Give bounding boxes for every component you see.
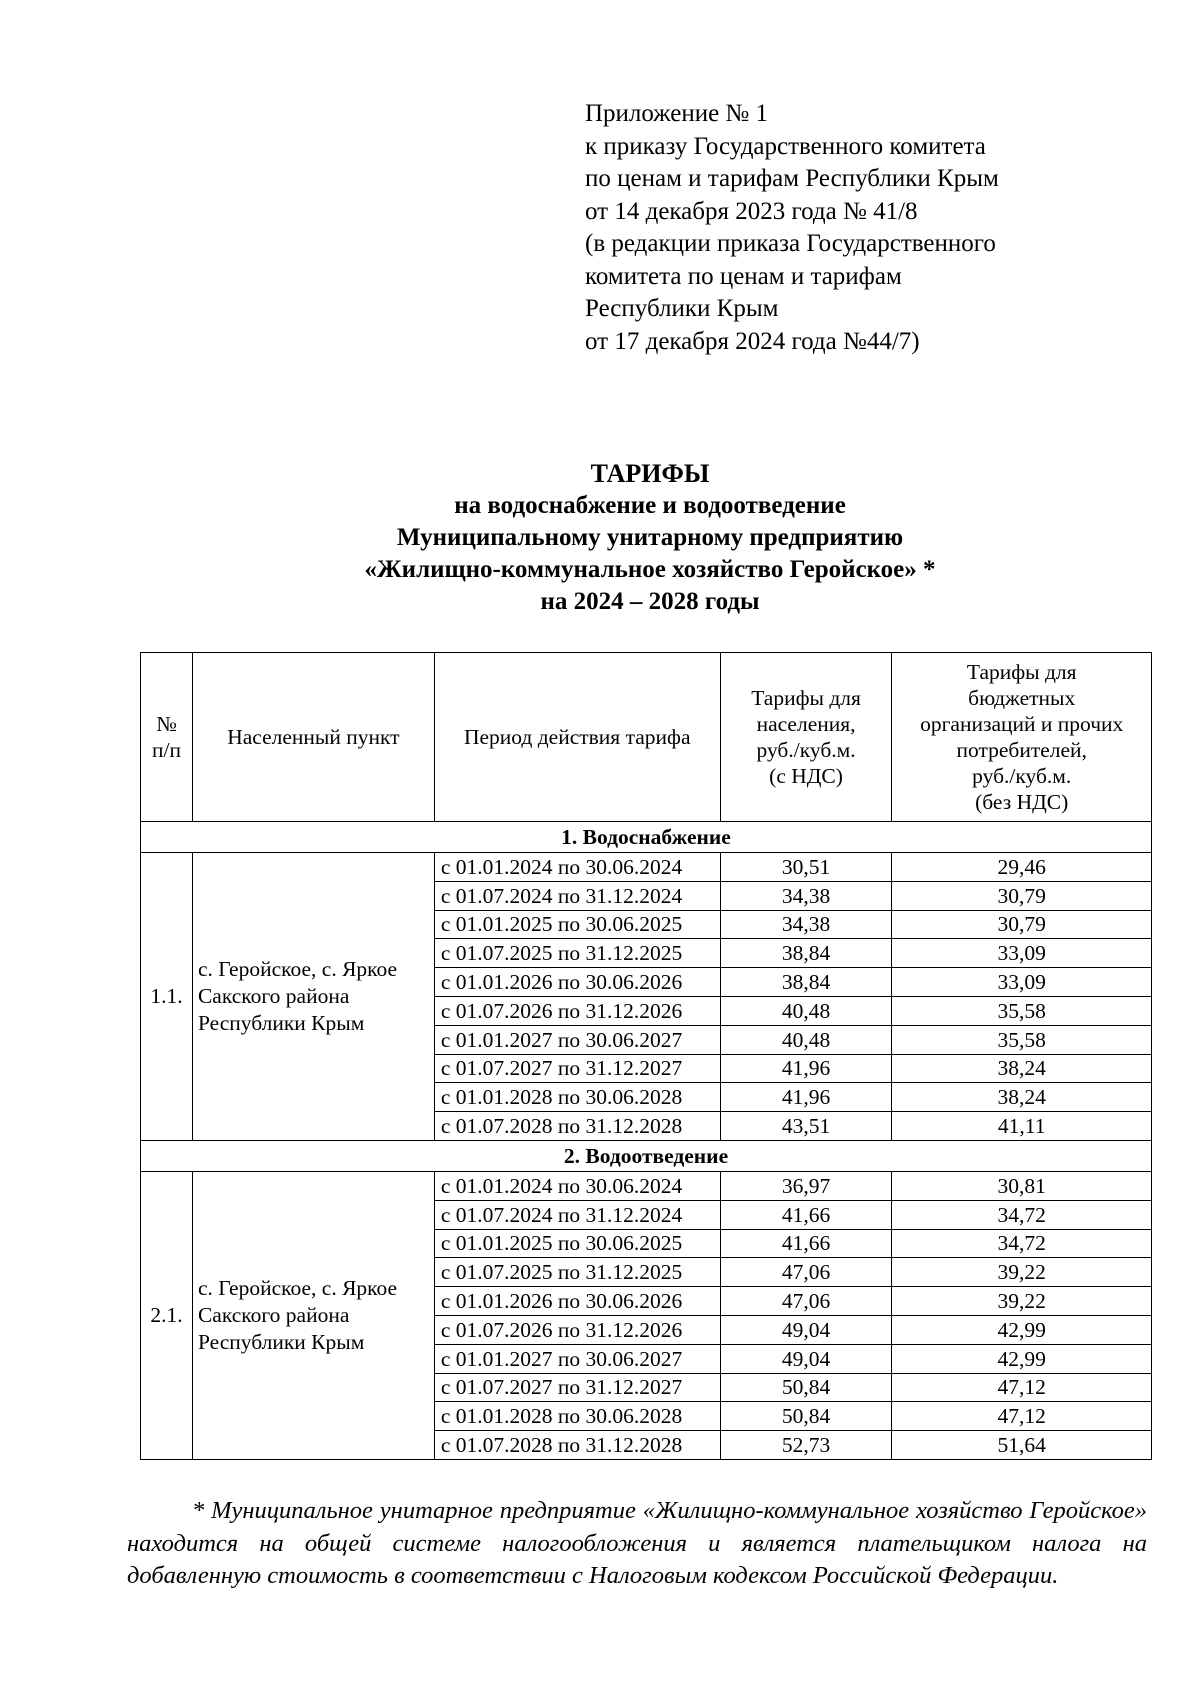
organization-tariff-cell: 39,22	[892, 1258, 1152, 1287]
organization-tariff-cell: 30,79	[892, 881, 1152, 910]
organization-tariff-cell: 41,11	[892, 1112, 1152, 1141]
table-row	[141, 1171, 1152, 1200]
population-tariff-cell: 50,84	[720, 1373, 892, 1402]
population-tariff-cell: 47,06	[720, 1287, 892, 1316]
settlement-line: Сакского района	[197, 1302, 350, 1327]
period-cell: с 01.01.2027 по 30.06.2027	[434, 1344, 720, 1373]
period-cell: с 01.07.2025 по 31.12.2025	[434, 939, 720, 968]
organization-tariff-cell: 30,79	[892, 910, 1152, 939]
period-cell: с 01.07.2027 по 31.12.2027	[434, 1054, 720, 1083]
organization-tariff-cell: 33,09	[892, 939, 1152, 968]
title-main: ТАРИФЫ	[590, 459, 710, 488]
period-cell: с 01.01.2025 по 30.06.2025	[434, 1229, 720, 1258]
period-cell: с 01.07.2028 по 31.12.2028	[434, 1431, 720, 1460]
organization-tariff-cell: 42,99	[892, 1344, 1152, 1373]
population-tariff-cell: 30,51	[720, 853, 892, 882]
settlement-cell	[192, 1171, 434, 1459]
section-title: 2. Водоотведение	[141, 1140, 1152, 1171]
footnote: * Муниципальное унитарное предприятие «Жилищно-коммунальное хозяйство Геройское» находится на общей системе налогообложения и является плательщиком налога на добавленную стоимость в соответствии с Налоговым кодексом Российской Федерации.	[127, 1497, 1147, 1589]
appendix-header	[585, 98, 999, 358]
header-num: № п/п	[141, 653, 193, 822]
organization-tariff-cell: 30,81	[892, 1171, 1152, 1200]
period-cell: с 01.01.2024 по 30.06.2024	[434, 853, 720, 882]
table-header-row	[141, 653, 1152, 822]
title-line: «Жилищно-коммунальное хозяйство Геройское» *	[364, 556, 936, 583]
organization-tariff-cell: 47,12	[892, 1373, 1152, 1402]
settlement-cell	[192, 853, 434, 1141]
settlement-line: Республики Крым	[197, 1329, 365, 1354]
population-tariff-cell: 38,84	[720, 968, 892, 997]
appendix-line: Приложение № 1	[585, 100, 769, 127]
period-cell: с 01.07.2027 по 31.12.2027	[434, 1373, 720, 1402]
settlement-line: с. Геройское, с. Яркое	[197, 1275, 398, 1300]
population-tariff-cell: 47,06	[720, 1258, 892, 1287]
organization-tariff-cell: 38,24	[892, 1054, 1152, 1083]
settlement-line: Республики Крым	[197, 1010, 365, 1035]
table-row	[141, 853, 1152, 882]
appendix-line: от 17 декабря 2024 года №44/7)	[585, 327, 920, 355]
settlement-line: с. Геройское, с. Яркое	[197, 956, 398, 981]
row-number: 2.1.	[141, 1171, 193, 1459]
population-tariff-cell: 40,48	[720, 996, 892, 1025]
organization-tariff-cell: 35,58	[892, 996, 1152, 1025]
section-title: 1. Водоснабжение	[141, 822, 1152, 853]
period-cell: с 01.01.2026 по 30.06.2026	[434, 1287, 720, 1316]
population-tariff-cell: 38,84	[720, 939, 892, 968]
population-tariff-cell: 52,73	[720, 1431, 892, 1460]
population-tariff-cell: 41,66	[720, 1200, 892, 1229]
population-tariff-cell: 41,96	[720, 1054, 892, 1083]
header-period: Период действия тарифа	[434, 653, 720, 822]
period-cell: с 01.01.2024 по 30.06.2024	[434, 1171, 720, 1200]
population-tariff-cell: 49,04	[720, 1315, 892, 1344]
period-cell: с 01.07.2028 по 31.12.2028	[434, 1112, 720, 1141]
population-tariff-cell: 36,97	[720, 1171, 892, 1200]
document-title	[140, 458, 1160, 618]
period-cell: с 01.01.2028 по 30.06.2028	[434, 1402, 720, 1431]
header-place: Населенный пункт	[192, 653, 434, 822]
population-tariff-cell: 49,04	[720, 1344, 892, 1373]
population-tariff-cell: 41,96	[720, 1083, 892, 1112]
period-cell: с 01.07.2025 по 31.12.2025	[434, 1258, 720, 1287]
organization-tariff-cell: 51,64	[892, 1431, 1152, 1460]
population-tariff-cell: 43,51	[720, 1112, 892, 1141]
appendix-line: комитета по ценам и тарифам	[585, 262, 902, 290]
title-line: на водоснабжение и водоотведение	[454, 492, 846, 519]
appendix-line: по ценам и тарифам Республики Крым	[585, 165, 999, 192]
tariffs-table	[140, 652, 1152, 1460]
section-row	[141, 822, 1152, 853]
population-tariff-cell: 41,66	[720, 1229, 892, 1258]
settlement-line: Сакского района	[197, 983, 350, 1008]
population-tariff-cell: 50,84	[720, 1402, 892, 1431]
organization-tariff-cell: 42,99	[892, 1315, 1152, 1344]
period-cell: с 01.01.2025 по 30.06.2025	[434, 910, 720, 939]
row-number: 1.1.	[141, 853, 193, 1141]
population-tariff-cell: 40,48	[720, 1025, 892, 1054]
appendix-line: к приказу Государственного комитета	[585, 132, 986, 160]
appendix-line: Республики Крым	[585, 295, 779, 322]
period-cell: с 01.07.2026 по 31.12.2026	[434, 1315, 720, 1344]
section-row	[141, 1140, 1152, 1171]
header-organization-tariff: Тарифы для бюджетных организаций и прочих потребителей, руб./куб.м. (без НДС)	[892, 653, 1152, 822]
period-cell: с 01.01.2027 по 30.06.2027	[434, 1025, 720, 1054]
period-cell: с 01.07.2026 по 31.12.2026	[434, 996, 720, 1025]
organization-tariff-cell: 33,09	[892, 968, 1152, 997]
period-cell: с 01.07.2024 по 31.12.2024	[434, 1200, 720, 1229]
title-line: Муниципальному унитарному предприятию	[396, 524, 904, 551]
organization-tariff-cell: 29,46	[892, 853, 1152, 882]
organization-tariff-cell: 34,72	[892, 1200, 1152, 1229]
organization-tariff-cell: 39,22	[892, 1287, 1152, 1316]
organization-tariff-cell: 35,58	[892, 1025, 1152, 1054]
organization-tariff-cell: 47,12	[892, 1402, 1152, 1431]
organization-tariff-cell: 38,24	[892, 1083, 1152, 1112]
appendix-line: (в редакции приказа Государственного	[585, 230, 996, 257]
period-cell: с 01.01.2028 по 30.06.2028	[434, 1083, 720, 1112]
organization-tariff-cell: 34,72	[892, 1229, 1152, 1258]
title-line: на 2024 – 2028 годы	[540, 588, 760, 615]
period-cell: с 01.07.2024 по 31.12.2024	[434, 881, 720, 910]
period-cell: с 01.01.2026 по 30.06.2026	[434, 968, 720, 997]
header-population-tariff: Тарифы для населения, руб./куб.м. (с НДС)	[720, 653, 892, 822]
population-tariff-cell: 34,38	[720, 881, 892, 910]
appendix-line: от 14 декабря 2023 года № 41/8	[585, 197, 918, 225]
population-tariff-cell: 34,38	[720, 910, 892, 939]
